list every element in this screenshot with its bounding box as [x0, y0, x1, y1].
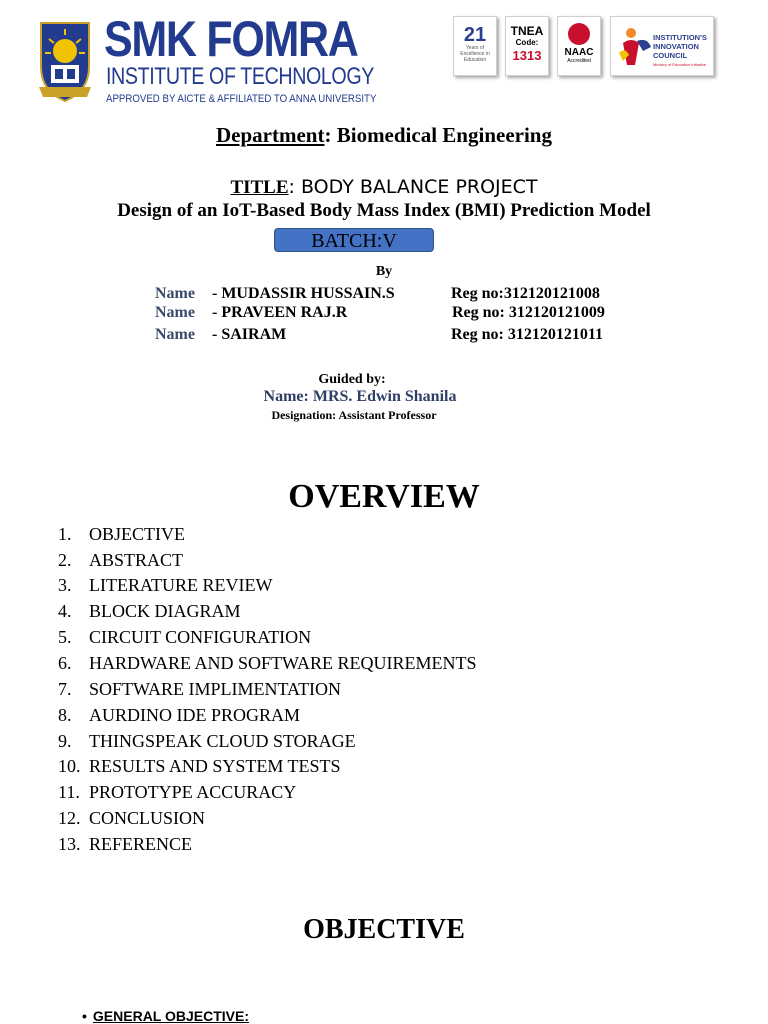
institution-approval-line: APPROVED BY AICTE & AFFILIATED TO ANNA UNIVERSITY [106, 93, 377, 105]
list-item: 12. CONCLUSION [58, 808, 206, 828]
list-item: 10. RESULTS AND SYSTEM TESTS [58, 756, 341, 776]
list-item: 8. AURDINO IDE PROGRAM [58, 705, 301, 725]
student-3-name: - SAIRAM [212, 326, 287, 343]
department-line [0, 123, 768, 148]
general-objective-label: GENERAL OBJECTIVE: [92, 1008, 250, 1024]
student-1-name: - MUDASSIR HUSSAIN.S [212, 285, 395, 302]
tnea-title: TNEA [510, 24, 544, 38]
general-objective-item [82, 1008, 249, 1024]
student-2-name: - PRAVEEN RAJ.R [212, 304, 348, 321]
title-label: TITLE [230, 177, 289, 198]
department-value: : Biomedical Engineering [324, 123, 552, 147]
list-item: 4. BLOCK DIAGRAM [58, 601, 241, 621]
naac-caption: Accredited [567, 58, 591, 64]
guide-designation: Designation: Assistant Professor [271, 408, 437, 422]
tnea-code: 1313 [512, 48, 542, 63]
student-3-label: Name [155, 326, 195, 343]
iic-ministry: Ministry of Education Initiative [653, 62, 706, 67]
list-item: 2. ABSTRACT [58, 550, 184, 570]
student-1-reg: Reg no:312120121008 [451, 285, 600, 302]
batch-label: BATCH:V [274, 228, 434, 252]
objective-heading: OBJECTIVE [303, 914, 465, 945]
iic-title-line-2: INNOVATION [653, 42, 699, 51]
guide-name: Name: MRS. Edwin Shanila [263, 388, 457, 405]
tnea-code-label: Code: [515, 38, 539, 47]
years-number: 21 [463, 24, 487, 46]
list-item: 9. THINGSPEAK CLOUD STORAGE [58, 731, 356, 751]
list-item: 3. LITERATURE REVIEW [58, 575, 273, 595]
naac-title: NAAC [564, 47, 594, 58]
list-item: 1. OBJECTIVE [58, 524, 185, 544]
tnea-badge [505, 16, 549, 76]
list-item: 6. HARDWARE AND SOFTWARE REQUIREMENTS [58, 653, 477, 673]
list-item: 7. SOFTWARE IMPLIMENTATION [58, 679, 342, 699]
iic-title-line-1: INSTITUTION'S [653, 33, 707, 42]
student-2-reg: Reg no: 312120121009 [452, 304, 605, 321]
bullet-icon: • [82, 1008, 87, 1024]
by-label: By [375, 264, 393, 279]
institution-name: SMK FOMRA [104, 11, 358, 67]
iic-logo-icon [617, 25, 653, 69]
project-subtitle: Design of an IoT-Based Body Mass Index (BMI) Prediction Model [117, 200, 651, 221]
years-badge [453, 16, 497, 76]
title-value: : BODY BALANCE PROJECT [288, 176, 538, 198]
guided-by-heading: Guided by: [318, 372, 386, 387]
overview-heading: OVERVIEW [288, 478, 480, 515]
institution-crest-icon [37, 17, 93, 103]
years-caption: Years of Excellence in Education [460, 45, 490, 63]
list-item: 5. CIRCUIT CONFIGURATION [58, 627, 312, 647]
department-label: Department [216, 123, 325, 147]
naac-seal-icon [568, 23, 590, 45]
student-1-label: Name [155, 285, 195, 302]
student-2-label: Name [155, 304, 195, 321]
institution-subtitle: INSTITUTE OF TECHNOLOGY [106, 63, 374, 90]
iic-badge [610, 16, 714, 76]
list-item: 11. PROTOTYPE ACCURACY [58, 782, 297, 802]
list-item: 13. REFERENCE [58, 834, 193, 854]
title-line [0, 176, 768, 199]
student-3-reg: Reg no: 312120121011 [451, 326, 603, 343]
iic-title-line-3: COUNCIL [653, 51, 688, 60]
naac-badge [557, 16, 601, 76]
